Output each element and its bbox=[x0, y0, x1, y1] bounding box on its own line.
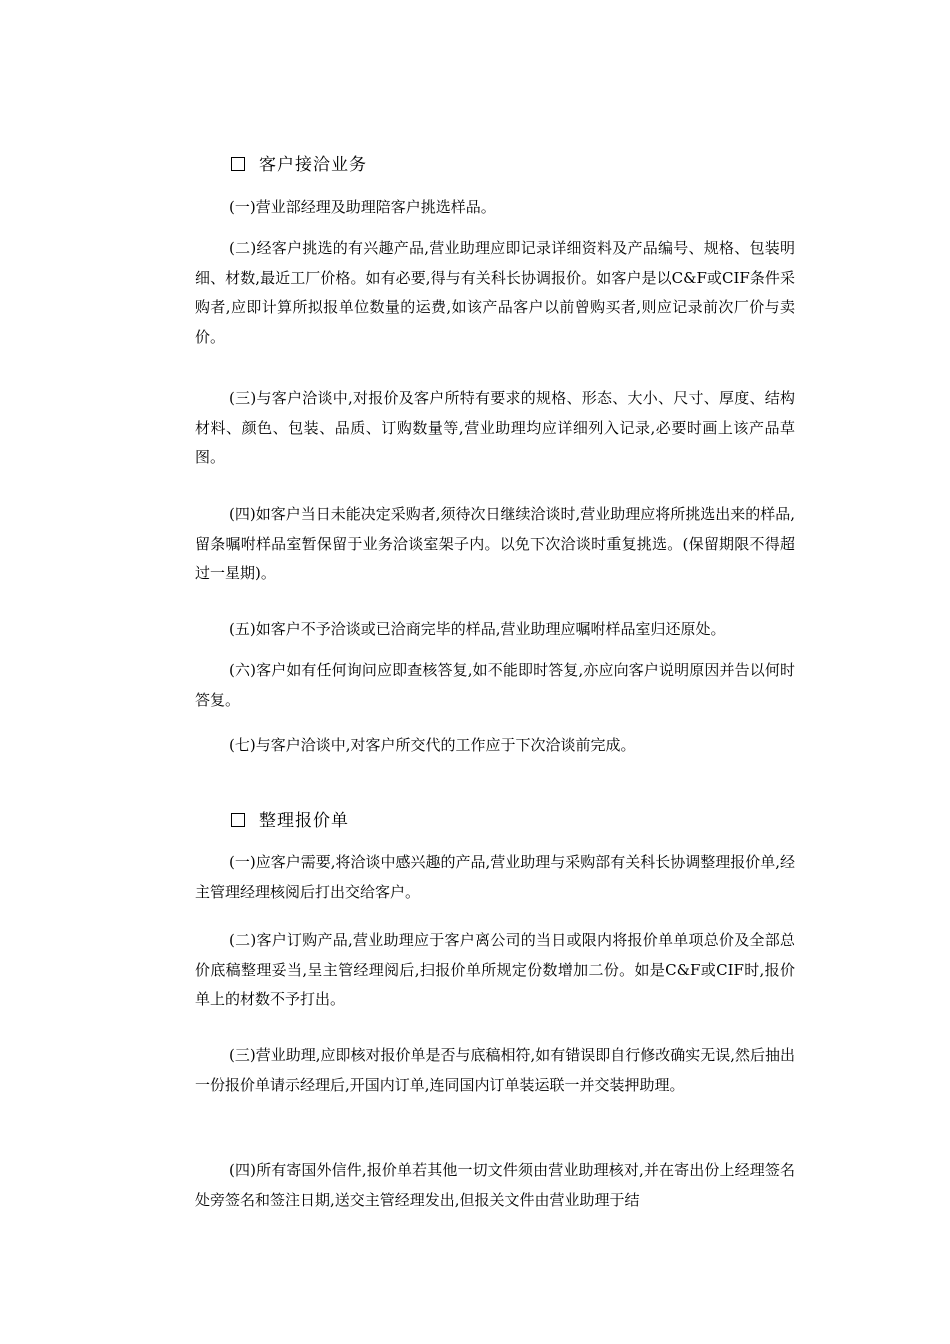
paragraph: (一)应客户需要,将洽谈中感兴趣的产品,营业助理与采购部有关科长协调整理报价单,经主管理经理核阅后打出交给客户。 bbox=[195, 853, 796, 901]
paragraph: (五)如客户不予洽谈或已洽商完毕的样品,营业助理应嘱咐样品室归还原处。 bbox=[229, 620, 726, 638]
paragraph: (六)客户如有任何询问应即查核答复,如不能即时答复,亦应向客户说明原因并告以何时答复。 bbox=[195, 661, 795, 709]
paragraph: (七)与客户洽谈中,对客户所交代的工作应于下次洽谈前完成。 bbox=[229, 736, 636, 754]
paragraph: (四)所有寄国外信件,报价单若其他一切文件须由营业助理核对,并在寄出份上经理签名处旁签名和签注日期,送交主管经理发出,但报关文件由营业助理于结 bbox=[195, 1161, 795, 1209]
paragraph: (一)营业部经理及助理陪客户挑选样品。 bbox=[229, 198, 496, 216]
checkbox-icon bbox=[231, 157, 245, 171]
checkbox-icon bbox=[231, 813, 245, 827]
section-heading-customer-negotiation bbox=[231, 152, 367, 178]
paragraph: (二)经客户挑选的有兴趣产品,营业助理应即记录详细资料及产品编号、规格、包装明细、材数,最近工厂价格。如有必要,得与有关科长协调报价。如客户是以C&F或CIF条件采购者,应即计算所拟报单位数量的运费,如该产品客户以前曾购买者,则应记录前次厂价与卖价。 bbox=[195, 239, 795, 346]
paragraph: (四)如客户当日未能决定采购者,须待次日继续洽谈时,营业助理应将所挑选出来的样品,留条嘱咐样品室暂保留于业务洽谈室架子内。以免下次洽谈时重复挑选。(保留期限不得超过一星期)。 bbox=[195, 505, 796, 582]
paragraph: (三)与客户洽谈中,对报价及客户所特有要求的规格、形态、大小、尺寸、厚度、结构材料、颜色、包装、品质、订购数量等,营业助理均应详细列入记录,必要时画上该产品草图。 bbox=[195, 389, 795, 466]
section-title: 客户接洽业务 bbox=[259, 155, 367, 175]
section-heading-quotation bbox=[231, 808, 349, 834]
paragraph: (二)客户订购产品,营业助理应于客户离公司的当日或限内将报价单单项总价及全部总价底稿整理妥当,呈主管经理阅后,扫报价单所规定份数增加二份。如是C&F或CIF时,报价单上的材数不予打出。 bbox=[195, 931, 795, 1008]
section-title: 整理报价单 bbox=[259, 811, 349, 831]
paragraph: (三)营业助理,应即核对报价单是否与底稿相符,如有错误即自行修改确实无误,然后抽出一份报价单请示经理后,开国内订单,连同国内订单装运联一并交装押助理。 bbox=[195, 1046, 796, 1094]
